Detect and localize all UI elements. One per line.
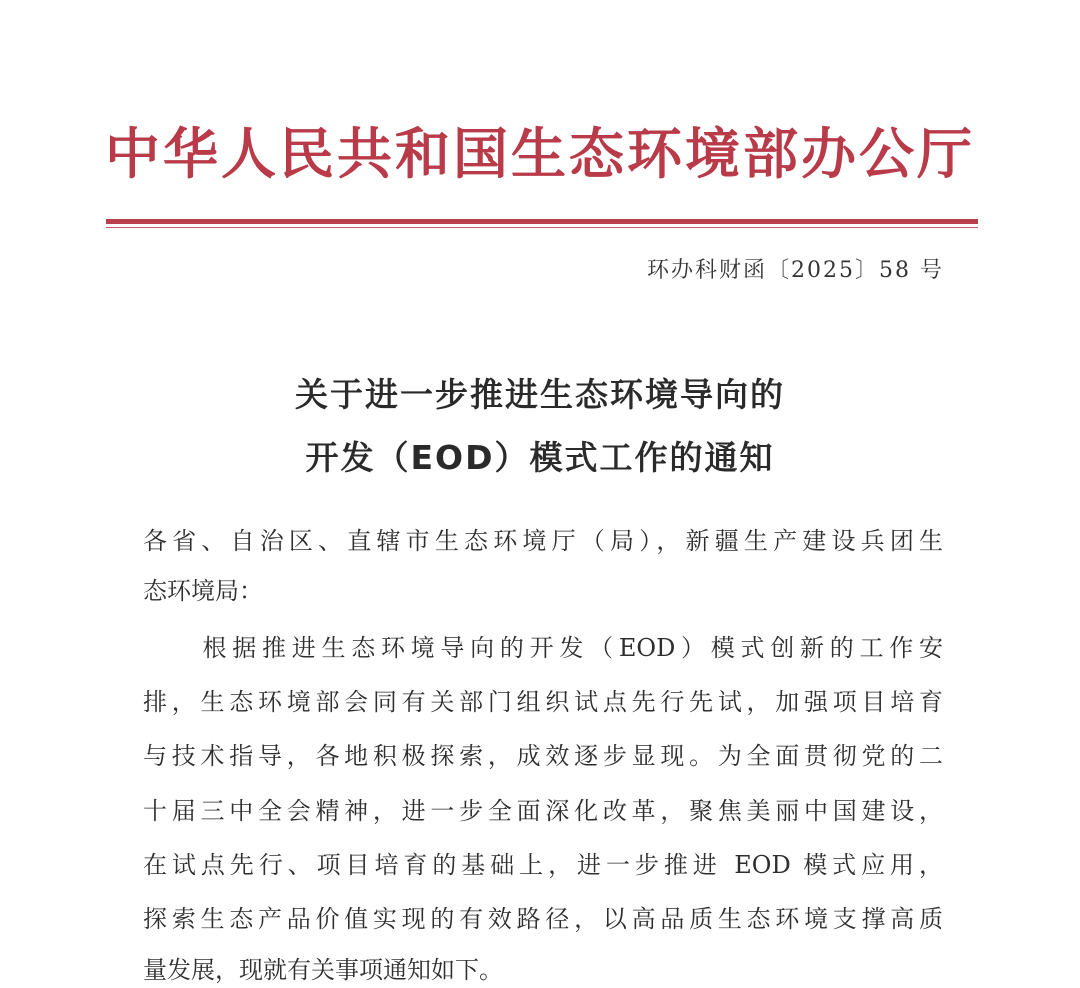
- addressee-line-2: 态环境局：: [143, 577, 263, 605]
- issuing-authority-header: 中华人民共和国生态环境部办公厅: [105, 122, 976, 186]
- red-header-rule: [106, 219, 978, 224]
- body-paragraph-line: 在试点先行、项目培育的基础上，进一步推进 EOD 模式应用，: [143, 851, 943, 879]
- document-title-line-1: 关于进一步推进生态环境导向的: [295, 375, 785, 414]
- document-number: 环办科财函〔2025〕58 号: [647, 258, 944, 283]
- body-paragraph-line: 与技术指导，各地积极探索，成效逐步显现。为全面贯彻党的二: [143, 742, 943, 770]
- body-paragraph-line: 探索生态产品价值实现的有效路径，以高品质生态环境支撑高质: [143, 905, 943, 933]
- body-paragraph-line: 排，生态环境部会同有关部门组织试点先行先试，加强项目培育: [143, 688, 943, 716]
- body-paragraph-line: 根据推进生态环境导向的开发（EOD）模式创新的工作安: [143, 634, 943, 662]
- body-paragraph-line: 量发展，现就有关事项通知如下。: [143, 956, 503, 984]
- body-paragraph-line: 十届三中全会精神，进一步全面深化改革，聚焦美丽中国建设，: [143, 797, 943, 825]
- document-title-line-2: 开发（EOD）模式工作的通知: [305, 438, 775, 477]
- addressee-line-1: 各省、自治区、直辖市生态环境厅（局），新疆生产建设兵团生: [143, 527, 943, 555]
- red-header-rule-thin: [106, 227, 978, 228]
